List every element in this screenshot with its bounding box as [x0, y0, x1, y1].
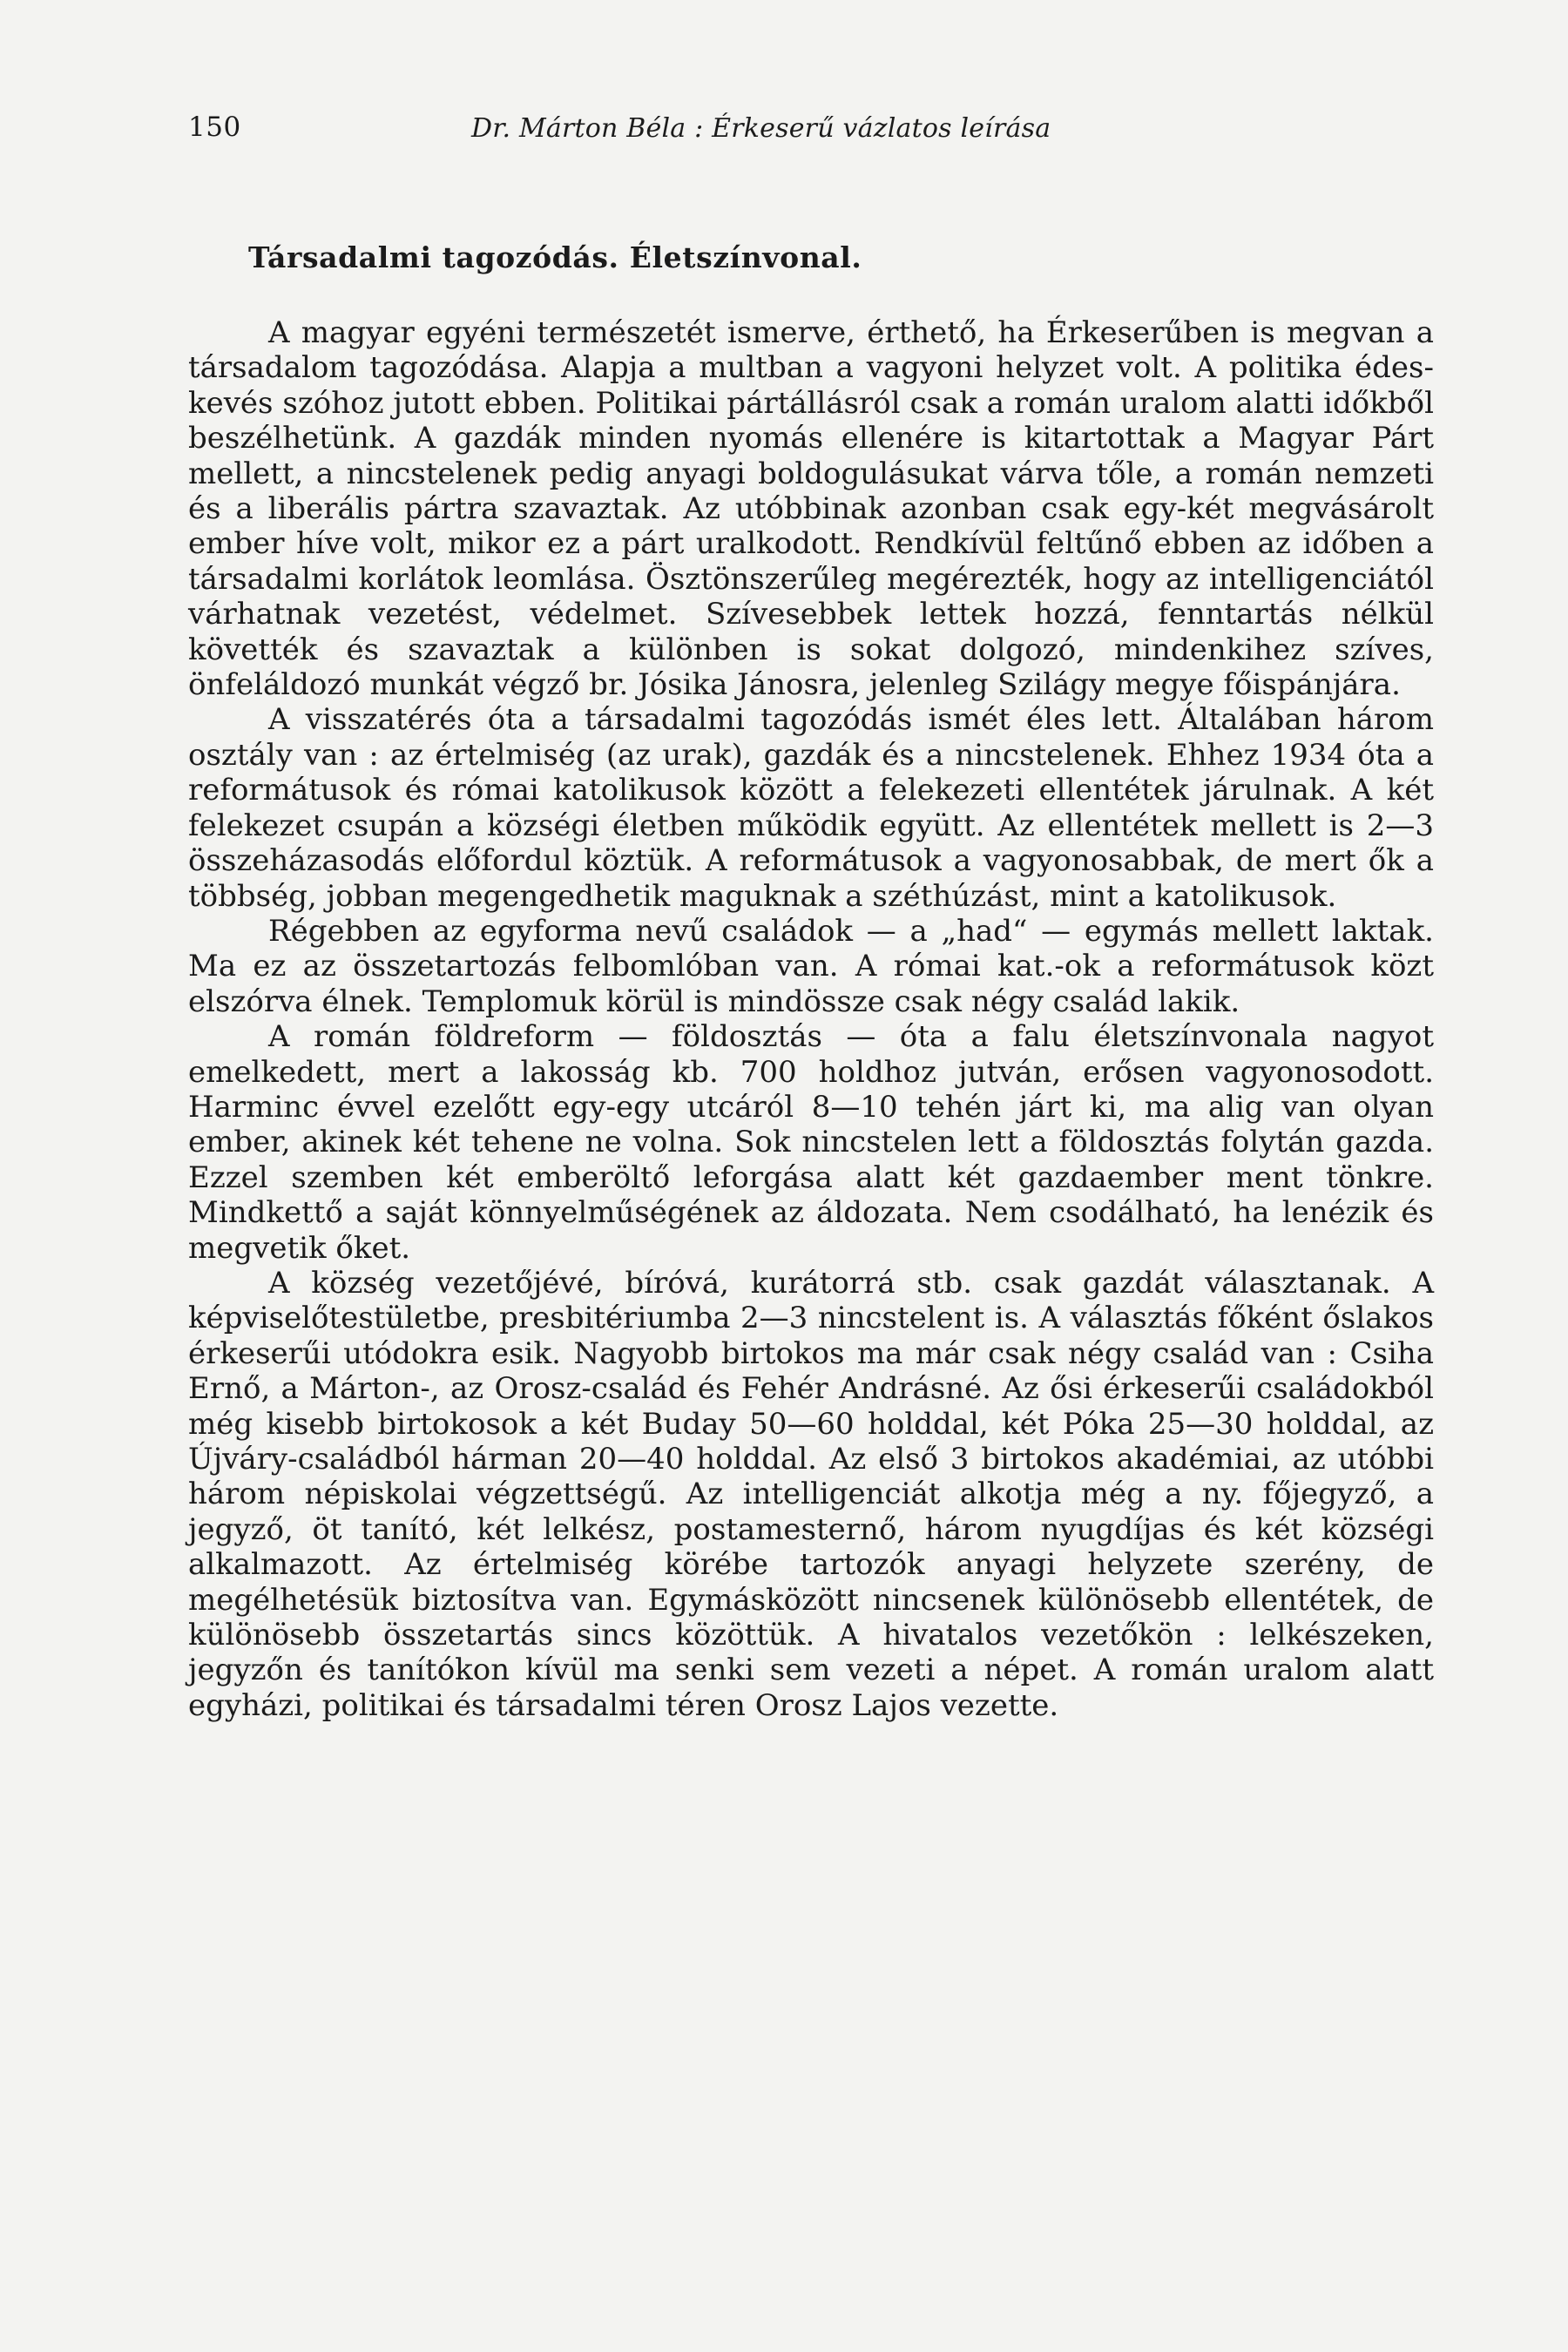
body-text: [188, 315, 1434, 1723]
section-title: Társadalmi tagozódás. Életszínvonal.: [248, 240, 862, 274]
paragraph-leadership: A község vezetőjévé, bíróvá, kurátorrá stb. csak gazdát választanak. A képviselőtestületbe, presbitériumba 2—3 nincstelent is. A választás főként őslakos érkeserűi utódokra esik. Nagyobb birtokos ma már csak négy család van : Csiha Ernő, a Márton-, az Orosz-család és Fehér Andrásné. Az ősi érkeserűi családokból még kisebb birtokosok a két Buday 50—60 holddal, két Póka 25—30 holddal, az Újváry-családból hárman 20—40 holddal. Az első 3 birtokos akadémiai, az utóbbi három népiskolai végzettségű. Az intelligenciát alkotja még a ny. főjegyző, a jegyző, öt tanító, két lelkész, postamesternő, három nyugdíjas és két községi alkalmazott. Az értelmiség körébe tartozók anyagi helyzete szerény, de megélhetésük biztosítva van. Egymásközött nincsenek különösebb ellentétek, de különösebb összetartás sincs közöttük. A hivatalos vezetőkön : lelkészeken, jegyzőn és tanítókon kívül ma senki sem vezeti a népet. A román uralom alatt egyházi, politikai és társadalmi téren Orosz Lajos vezette.: [188, 1265, 1434, 1723]
paragraph-social-structure: A magyar egyéni természetét ismerve, érthető, ha Érkeserűben is megvan a társadalom tagozódása. Alapja a multban a vagyoni helyzet volt. A politika édes-kevés szóhoz jutott ebben. Politikai pártállásról csak a román uralom alatti időkből beszélhetünk. A gazdák minden nyomás ellenére is kitartottak a Magyar Párt mellett, a nincstelenek pedig anyagi boldogulásukat várva tőle, a román nemzeti és a liberális pártra szavaztak. Az utóbbinak azonban csak egy-két megvásárolt ember híve volt, mikor ez a párt uralkodott. Rendkívül feltűnő ebben az időben a társadalmi korlátok leomlása. Ösztönszerűleg megérezték, hogy az intelligenciától várhatnak vezetést, védelmet. Szívesebbek lettek hozzá, fenntartás nélkül követték és szavaztak a különben is sokat dolgozó, mindenkihez szíves, önfeláldozó munkát végző br. Jósika Jánosra, jelenleg Szilágy megye főispánjára.: [188, 315, 1434, 703]
running-title: Dr. Márton Béla : Érkeserű vázlatos leírása: [471, 113, 1051, 144]
paragraph-families: Régebben az egyforma nevű családok — a „had“ — egymás mellett laktak. Ma ez az összetartozás felbomlóban van. A római kat.-ok a reformátusok közt elszórva élnek. Templomuk körül is mindössze csak négy család lakik.: [188, 913, 1434, 1019]
paragraph-after-return: A visszatérés óta a társadalmi tagozódás ismét éles lett. Általában három osztály van : az értelmiség (az urak), gazdák és a nincstelenek. Ehhez 1934 óta a reformátusok és római katolikusok között a felekezeti ellentétek járulnak. A két felekezet csupán a községi életben működik együtt. Az ellentétek mellett is 2—3 összeházasodás előfordul köztük. A reformátusok a vagyonosabbak, de mert ők a többség, jobban megengedhetik maguknak a széthúzást, mint a katolikusok.: [188, 702, 1434, 914]
paragraph-land-reform: A román földreform — földosztás — óta a falu életszínvonala nagyot emelkedett, mert a lakosság kb. 700 holdhoz jutván, erősen vagyonosodott. Harminc évvel ezelőtt egy-egy utcáról 8—10 tehén járt ki, ma alig van olyan ember, akinek két tehene ne volna. Sok nincstelen lett a földosztás folytán gazda. Ezzel szemben két emberöltő leforgása alatt két gazdaember ment tönkre. Mindkettő a saját könnyelműségének az áldozata. Nem csodálható, ha lenézik és megvetik őket.: [188, 1019, 1434, 1266]
running-header: [188, 112, 1146, 155]
page-number: 150: [188, 112, 241, 143]
